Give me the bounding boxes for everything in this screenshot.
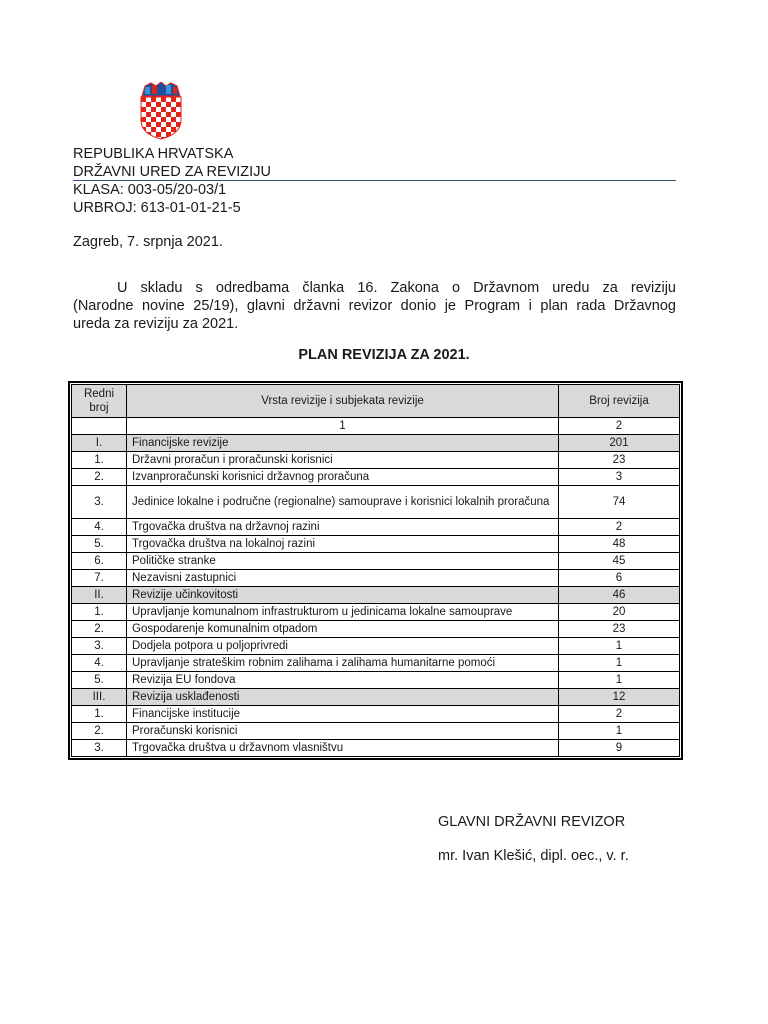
- table-row: [72, 604, 680, 621]
- table-row: [72, 723, 680, 740]
- row-audit-type: Trgovačka društva na lokalnoj razini: [127, 536, 559, 553]
- header-audit-type: Vrsta revizije i subjekata revizije: [127, 385, 559, 418]
- table-row: [72, 469, 680, 486]
- row-audit-type: Gospodarenje komunalnim otpadom: [127, 621, 559, 638]
- row-number: 5.: [72, 672, 127, 689]
- row-audit-type: Nezavisni zastupnici: [127, 570, 559, 587]
- table-row: [72, 655, 680, 672]
- row-audit-count: 1: [559, 672, 680, 689]
- row-number: 2.: [72, 723, 127, 740]
- intro-line-2: (Narodne novine 25/19), glavni državni revizor donio je Program i plan rada Državnog: [73, 298, 676, 314]
- header-audit-count: Broj revizija: [559, 385, 680, 418]
- column-number-2: 2: [559, 418, 680, 435]
- row-audit-type: Upravljanje komunalnom infrastrukturom u jedinicama lokalne samouprave: [127, 604, 559, 621]
- row-audit-type: Proračunski korisnici: [127, 723, 559, 740]
- audit-plan-table: [68, 381, 683, 760]
- row-audit-type: Revizije učinkovitosti: [127, 587, 559, 604]
- row-number: 4.: [72, 655, 127, 672]
- signature-title: GLAVNI DRŽAVNI REVIZOR: [438, 814, 626, 830]
- table-row: [72, 486, 680, 519]
- row-audit-count: 46: [559, 587, 680, 604]
- header-office: DRŽAVNI URED ZA REVIZIJU: [73, 164, 271, 180]
- row-audit-type: Izvanproračunski korisnici državnog proračuna: [127, 469, 559, 486]
- row-audit-count: 201: [559, 435, 680, 452]
- table-row: [72, 621, 680, 638]
- row-audit-count: 9: [559, 740, 680, 757]
- row-number: 1.: [72, 604, 127, 621]
- row-audit-count: 2: [559, 706, 680, 723]
- row-number: 2.: [72, 621, 127, 638]
- row-audit-count: 23: [559, 621, 680, 638]
- row-audit-count: 23: [559, 452, 680, 469]
- row-audit-count: 2: [559, 519, 680, 536]
- table-row: [72, 706, 680, 723]
- row-number: 2.: [72, 469, 127, 486]
- row-audit-count: 6: [559, 570, 680, 587]
- row-audit-type: Trgovačka društva na državnoj razini: [127, 519, 559, 536]
- plan-title: PLAN REVIZIJA ZA 2021.: [298, 347, 470, 363]
- row-audit-type: Financijske institucije: [127, 706, 559, 723]
- intro-line-3: ureda za reviziju za 2021.: [73, 316, 239, 332]
- row-number: 3.: [72, 740, 127, 757]
- row-number: III.: [72, 689, 127, 706]
- row-audit-type: Revizija usklađenosti: [127, 689, 559, 706]
- table-row: [72, 519, 680, 536]
- row-audit-count: 1: [559, 655, 680, 672]
- croatian-coat-of-arms-icon: [136, 82, 186, 140]
- table-row: [72, 536, 680, 553]
- row-number: 5.: [72, 536, 127, 553]
- header-klasa: KLASA: 003-05/20-03/1: [73, 182, 227, 198]
- row-number: 6.: [72, 553, 127, 570]
- row-number: II.: [72, 587, 127, 604]
- signature-name: mr. Ivan Klešić, dipl. oec., v. r.: [438, 848, 629, 864]
- table-row: [72, 452, 680, 469]
- row-number: 1.: [72, 706, 127, 723]
- table-row: [72, 672, 680, 689]
- row-number: 3.: [72, 486, 127, 519]
- table-row: [72, 570, 680, 587]
- row-number: 1.: [72, 452, 127, 469]
- row-audit-type: Trgovačka društva u državnom vlasništvu: [127, 740, 559, 757]
- row-audit-count: 48: [559, 536, 680, 553]
- row-audit-type: Državni proračun i proračunski korisnici: [127, 452, 559, 469]
- row-audit-type: Financijske revizije: [127, 435, 559, 452]
- table-row: [72, 435, 680, 452]
- row-audit-count: 74: [559, 486, 680, 519]
- row-audit-count: 12: [559, 689, 680, 706]
- header-ordinal: Redni broj: [72, 385, 127, 418]
- row-number: I.: [72, 435, 127, 452]
- row-audit-count: 45: [559, 553, 680, 570]
- document-date: Zagreb, 7. srpnja 2021.: [73, 234, 223, 250]
- table-row: [72, 553, 680, 570]
- table-row: [72, 638, 680, 655]
- header-republic: REPUBLIKA HRVATSKA: [73, 146, 234, 162]
- row-number: 7.: [72, 570, 127, 587]
- header-urbroj: URBROJ: 613-01-01-21-5: [73, 200, 241, 216]
- table-row: [72, 689, 680, 706]
- table-row: [72, 587, 680, 604]
- row-audit-count: 1: [559, 638, 680, 655]
- row-audit-count: 1: [559, 723, 680, 740]
- row-audit-count: 3: [559, 469, 680, 486]
- column-number-row: [72, 418, 680, 435]
- row-number: 3.: [72, 638, 127, 655]
- table-row: [72, 740, 680, 757]
- row-audit-count: 20: [559, 604, 680, 621]
- column-number-1: 1: [127, 418, 559, 435]
- row-audit-type: Revizija EU fondova: [127, 672, 559, 689]
- intro-line-1: U skladu s odredbama članka 16. Zakona o Državnom uredu za reviziju: [117, 280, 676, 296]
- row-audit-type: Političke stranke: [127, 553, 559, 570]
- row-audit-type: Upravljanje strateškim robnim zalihama i zalihama humanitarne pomoći: [127, 655, 559, 672]
- row-audit-type: Dodjela potpora u poljoprivredi: [127, 638, 559, 655]
- row-number: 4.: [72, 519, 127, 536]
- row-audit-type: Jedinice lokalne i područne (regionalne) samouprave i korisnici lokalnih proračuna: [127, 486, 559, 519]
- intro-paragraph: [73, 279, 676, 333]
